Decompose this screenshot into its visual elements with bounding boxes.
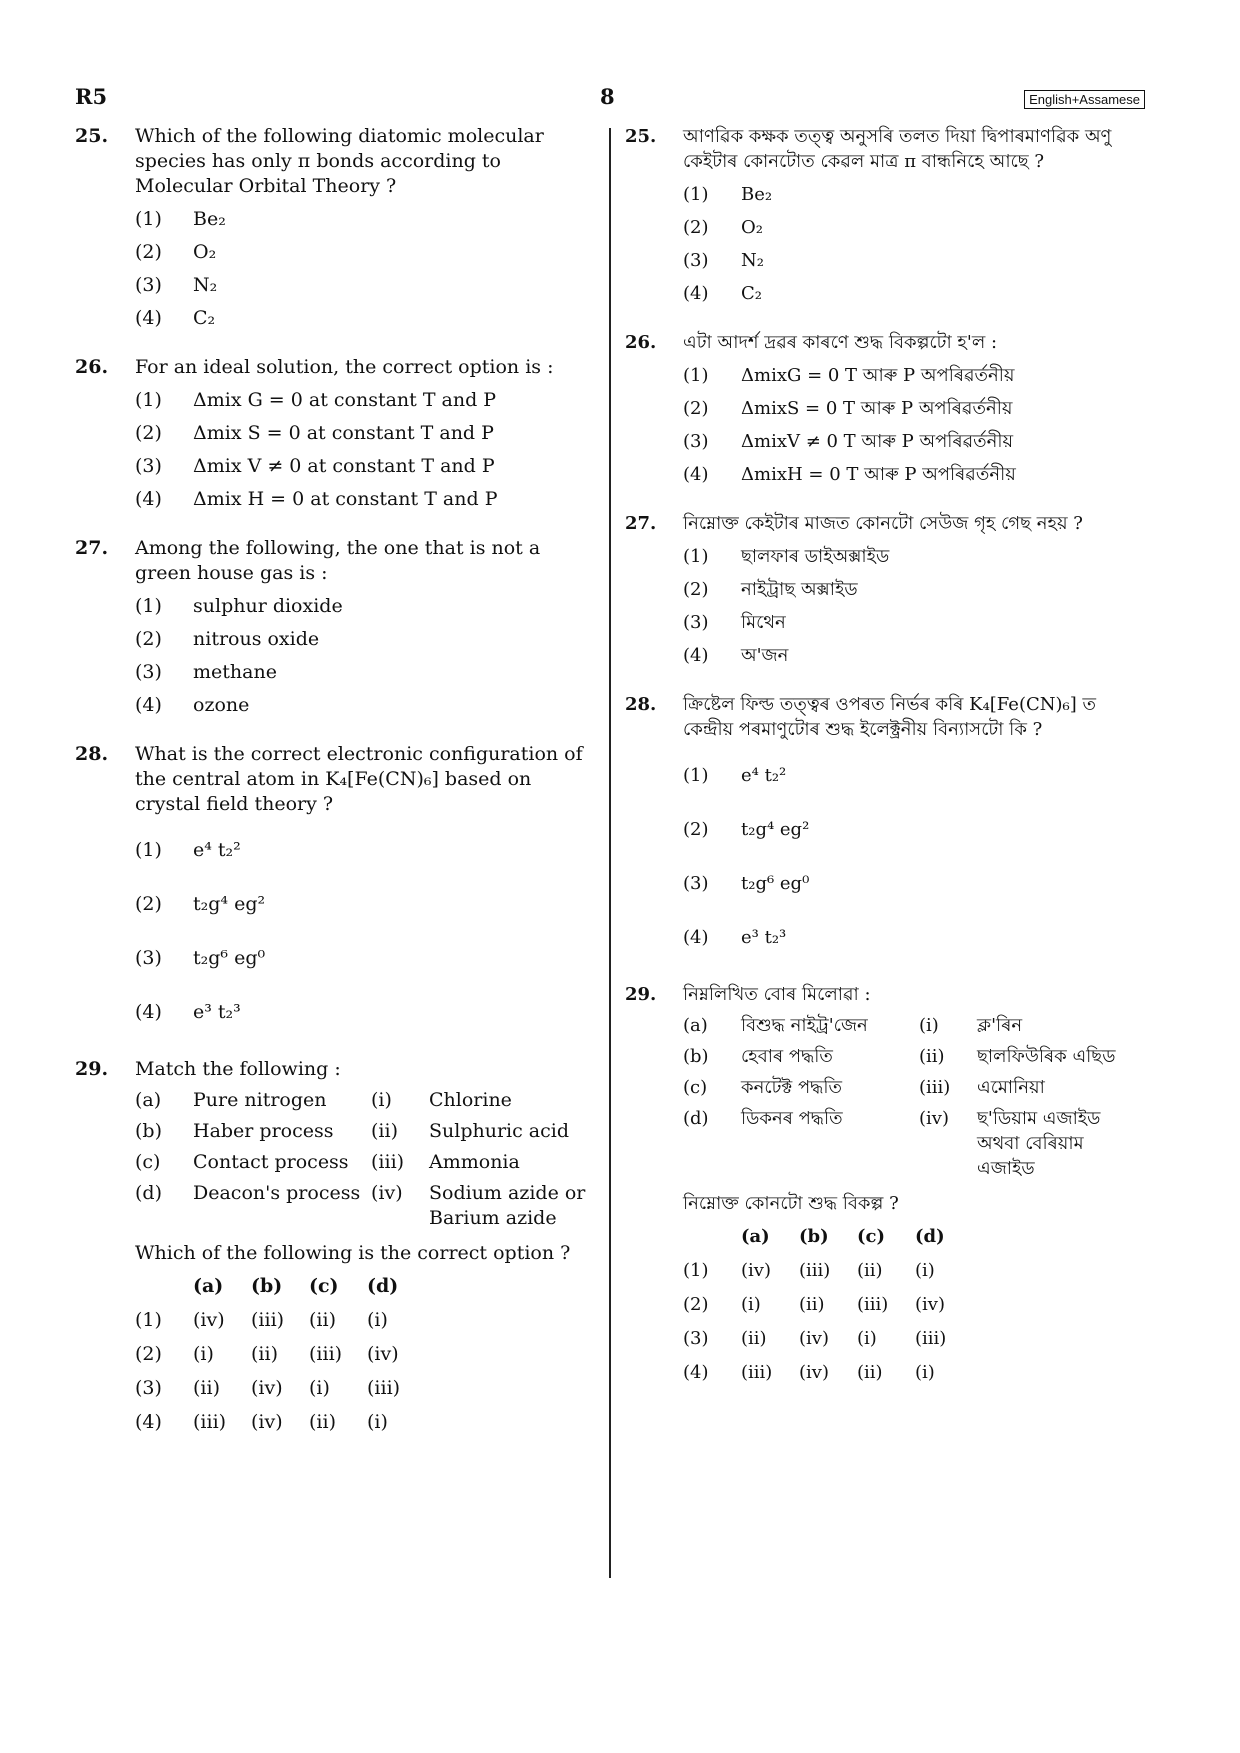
option-number: (2) [135, 628, 162, 650]
question-number: 25. [75, 125, 109, 147]
option-text: Be₂ [193, 208, 226, 230]
question-27 [75, 536, 593, 718]
grid-corner [683, 1224, 741, 1249]
match-right-item: ছালফিউৰিক এছিড [977, 1046, 1116, 1067]
question-text: Which of the following diatomic molecular species has only π bonds according to Molecular Orbital Theory ? [135, 125, 544, 197]
option [683, 182, 1145, 207]
grid-header: (a) [741, 1226, 770, 1247]
answer-cell: (iv) [251, 1411, 283, 1433]
question-text: What is the correct electronic configuration of the central atom in K₄[Fe(CN)₆] based on crystal field theory ? [135, 743, 583, 815]
answer-cell: (i) [309, 1377, 330, 1399]
option-number: (3) [135, 946, 162, 969]
grid-header: (c) [857, 1226, 885, 1247]
option-text: ΔmixV ≠ 0 T আৰু P অপৰিৱৰ্তনীয় [741, 431, 1014, 452]
option-number: (4) [135, 694, 162, 716]
option-text: ছালফাৰ ডাইঅক্সাইড [741, 546, 890, 567]
option [683, 363, 1145, 388]
question-25 [625, 124, 1145, 306]
option-text: মিথেন [741, 612, 786, 633]
option-number: (2) [683, 398, 709, 419]
option [135, 487, 593, 512]
match-left-label: (a) [683, 1015, 708, 1036]
grid-header: (a) [193, 1275, 224, 1297]
question-number: 27. [75, 537, 109, 559]
question-number: 26. [625, 332, 657, 353]
option-text: Δmix S = 0 at constant T and P [193, 422, 494, 444]
question-text: এটা আদৰ্শ দ্ৰৱৰ কাৰণে শুদ্ধ বিকল্পটো হ'ল : [683, 332, 998, 353]
option-text: nitrous oxide [193, 628, 320, 650]
question-number: 27. [625, 513, 657, 534]
option-text: নাইট্ৰাছ অক্সাইড [741, 579, 858, 600]
option [135, 883, 593, 925]
option [135, 421, 593, 446]
question-number: 29. [75, 1058, 109, 1080]
answer-cell: (iii) [857, 1294, 889, 1315]
option-number: (1) [683, 546, 709, 567]
answer-cell: (ii) [309, 1309, 336, 1331]
option-number: (4) [683, 283, 709, 304]
option-number: (1) [683, 184, 709, 205]
answer-cell: (iii) [741, 1362, 773, 1383]
match-left-label: (c) [135, 1151, 161, 1173]
option [683, 396, 1145, 421]
option-number: (3) [683, 250, 709, 271]
question-28 [625, 692, 1145, 958]
option-text: t₂g⁴ eg² [193, 892, 266, 915]
option-number: (1) [135, 595, 162, 617]
question-number: 26. [75, 356, 109, 378]
option [135, 207, 593, 232]
answer-cell: (iii) [799, 1260, 831, 1281]
paper-code: R5 [75, 84, 108, 109]
answer-cell: (iv) [367, 1343, 399, 1365]
option-text: e³ t₂³ [741, 926, 787, 948]
question-29 [625, 982, 1145, 1385]
option-text: ΔmixH = 0 T আৰু P অপৰিৱৰ্তনীয় [741, 464, 1016, 485]
option [135, 273, 593, 298]
option [683, 916, 1145, 958]
answer-cell: (ii) [741, 1328, 767, 1349]
match-row [135, 1150, 593, 1175]
question-27 [625, 511, 1145, 668]
option-number: (2) [135, 892, 162, 915]
answer-cell: (i) [193, 1343, 214, 1365]
match-left-label: (d) [683, 1108, 709, 1129]
match-row [135, 1181, 593, 1231]
option-text: t₂g⁶ eg⁰ [193, 946, 266, 969]
match-row [135, 1119, 593, 1144]
option [683, 215, 1145, 240]
match-right-label: (i) [371, 1089, 392, 1111]
answer-cell: (i) [367, 1411, 388, 1433]
match-right-item: Sodium azide or Barium azide [429, 1182, 586, 1229]
match-right-label: (iii) [371, 1151, 405, 1173]
option-number: (1) [135, 838, 162, 861]
option-text: Be₂ [741, 184, 773, 205]
question-text: নিম্নোক্ত কেইটাৰ মাজত কোনটো সেউজ গৃহ গেছ নহয় ? [683, 513, 1083, 534]
option-number: (2) [135, 422, 162, 444]
answer-cell: (iii) [367, 1377, 401, 1399]
option-number: (2) [135, 241, 162, 263]
answer-prompt: Which of the following is the correct option ? [135, 1242, 571, 1264]
column-divider [609, 128, 611, 1578]
option-number: (4) [135, 307, 162, 329]
match-left-item: ডিকনৰ পদ্ধতি [741, 1108, 843, 1129]
question-26 [625, 330, 1145, 487]
match-right-item: ক্ল'ৰিন [977, 1015, 1023, 1036]
option [683, 429, 1145, 454]
option-number: (4) [683, 645, 709, 666]
option [135, 306, 593, 331]
answer-cell: (ii) [193, 1377, 220, 1399]
option-text: ozone [193, 694, 250, 716]
option-text: ΔmixS = 0 T আৰু P অপৰিৱৰ্তনীয় [741, 398, 1013, 419]
match-row [683, 1075, 1145, 1100]
match-left-label: (c) [683, 1077, 708, 1098]
option [135, 388, 593, 413]
match-left-item: বিশুদ্ধ নাইট্ৰ'জেন [741, 1015, 868, 1036]
grid-header: (d) [915, 1226, 945, 1247]
english-column [75, 124, 593, 1459]
option-number: (2) [683, 217, 709, 238]
option-text: t₂g⁶ eg⁰ [741, 872, 810, 894]
answer-cell: (iii) [193, 1411, 227, 1433]
answer-cell: (iv) [799, 1328, 829, 1349]
match-left-item: কনটেক্ট পদ্ধতি [741, 1077, 843, 1098]
option-text: O₂ [193, 241, 217, 263]
match-row [683, 1013, 1145, 1038]
answer-cell: (iv) [741, 1260, 771, 1281]
option-number: (3) [135, 661, 162, 683]
match-right-label: (iv) [919, 1108, 949, 1129]
answer-cell: (ii) [251, 1343, 278, 1365]
assamese-column [625, 124, 1145, 1409]
answer-cell: (iv) [251, 1377, 283, 1399]
match-right-label: (ii) [919, 1046, 945, 1067]
answer-cell: (iii) [915, 1328, 947, 1349]
option [683, 462, 1145, 487]
answer-option-number: (3) [683, 1328, 709, 1349]
question-28 [75, 742, 593, 1033]
option-number: (1) [135, 208, 162, 230]
answer-grid [683, 1224, 1145, 1385]
option-number: (1) [683, 365, 709, 386]
grid-header: (b) [251, 1275, 283, 1297]
question-26 [75, 355, 593, 512]
option [683, 808, 1145, 850]
answer-cell: (iv) [915, 1294, 945, 1315]
question-number: 25. [625, 126, 657, 147]
question-text: ক্ৰিষ্টেল ফিল্ড তত্ত্বৰ ওপৰত নিৰ্ভৰ কৰি K₄[Fe(CN)₆] ত কেন্দ্ৰীয় পৰমাণুটোৰ শুদ্ধ ইলেক্ট্ৰনীয় বিন্যাসটো কি ? [683, 694, 1096, 740]
match-right-item: Ammonia [429, 1151, 520, 1173]
option-text: methane [193, 661, 277, 683]
answer-option-number: (1) [135, 1309, 162, 1331]
option [135, 829, 593, 871]
option-text: e⁴ t₂² [741, 764, 787, 786]
option-text: C₂ [741, 283, 762, 304]
answer-option-number: (2) [135, 1343, 162, 1365]
option-text: O₂ [741, 217, 763, 238]
option-text: Δmix H = 0 at constant T and P [193, 488, 498, 510]
answer-cell: (ii) [857, 1260, 883, 1281]
match-left-item: হেবাৰ পদ্ধতি [741, 1046, 833, 1067]
answer-cell: (i) [857, 1328, 877, 1349]
match-left-label: (d) [135, 1182, 162, 1204]
option-number: (4) [683, 926, 709, 948]
question-text: নিম্নলিখিত বোৰ মিলোৱা : [683, 984, 871, 1005]
option [135, 454, 593, 479]
match-left-item: Haber process [193, 1120, 334, 1142]
answer-option-number: (4) [135, 1411, 162, 1433]
match-right-label: (ii) [371, 1120, 398, 1142]
answer-cell: (i) [741, 1294, 761, 1315]
answer-option-number: (3) [135, 1377, 162, 1399]
match-right-item: Sulphuric acid [429, 1120, 570, 1142]
option-text: t₂g⁴ eg² [741, 818, 810, 840]
answer-option-number: (2) [683, 1294, 709, 1315]
answer-cell: (iv) [193, 1309, 225, 1331]
match-right-label: (iv) [371, 1182, 403, 1204]
option [135, 240, 593, 265]
option-number: (1) [135, 389, 162, 411]
option [683, 544, 1145, 569]
language-badge: English+Assamese [1024, 90, 1145, 109]
match-left-item: Contact process [193, 1151, 349, 1173]
option [135, 627, 593, 652]
option-number: (3) [683, 612, 709, 633]
option-number: (4) [135, 488, 162, 510]
match-left-label: (b) [135, 1120, 162, 1142]
option [135, 693, 593, 718]
answer-cell: (ii) [799, 1294, 825, 1315]
option [135, 660, 593, 685]
page-number: 8 [600, 84, 615, 109]
answer-cell: (i) [367, 1309, 388, 1331]
option-number: (3) [135, 455, 162, 477]
option [683, 248, 1145, 273]
option [135, 991, 593, 1033]
option-text: C₂ [193, 307, 216, 329]
answer-cell: (i) [915, 1260, 935, 1281]
match-row [683, 1044, 1145, 1069]
answer-cell: (i) [915, 1362, 935, 1383]
option-text: N₂ [741, 250, 764, 271]
option-number: (4) [135, 1000, 162, 1023]
grid-header: (d) [367, 1275, 399, 1297]
option-number: (2) [683, 579, 709, 600]
question-text: Match the following : [135, 1058, 341, 1080]
match-right-item: ছ'ডিয়াম এজাইড অথবা বেৰিয়াম এজাইড [977, 1108, 1101, 1179]
option [683, 643, 1145, 668]
grid-corner [135, 1274, 193, 1299]
option [135, 937, 593, 979]
option [683, 754, 1145, 796]
match-right-label: (i) [919, 1015, 939, 1036]
option-text: N₂ [193, 274, 218, 296]
option-text: e⁴ t₂² [193, 838, 241, 861]
answer-cell: (iii) [251, 1309, 285, 1331]
match-left-label: (b) [683, 1046, 709, 1067]
option-text: sulphur dioxide [193, 595, 343, 617]
question-text: Among the following, the one that is not a green house gas is : [135, 537, 541, 584]
option-number: (4) [683, 464, 709, 485]
option [683, 577, 1145, 602]
question-29 [75, 1057, 593, 1435]
answer-cell: (ii) [309, 1411, 336, 1433]
option-number: (3) [683, 872, 709, 894]
match-left-item: Deacon's process [193, 1182, 361, 1204]
question-text: For an ideal solution, the correct option is : [135, 356, 554, 378]
option-number: (3) [683, 431, 709, 452]
match-row [683, 1106, 1145, 1181]
answer-cell: (iv) [799, 1362, 829, 1383]
answer-cell: (ii) [857, 1362, 883, 1383]
grid-header: (c) [309, 1275, 339, 1297]
option [683, 862, 1145, 904]
match-right-item: Chlorine [429, 1089, 512, 1111]
option [135, 594, 593, 619]
option-number: (3) [135, 274, 162, 296]
grid-header: (b) [799, 1226, 829, 1247]
match-right-label: (iii) [919, 1077, 951, 1098]
match-left-item: Pure nitrogen [193, 1089, 327, 1111]
option-number: (1) [683, 764, 709, 786]
match-row [135, 1088, 593, 1113]
question-number: 28. [625, 694, 657, 715]
question-25 [75, 124, 593, 331]
answer-grid [135, 1274, 593, 1435]
answer-option-number: (4) [683, 1362, 709, 1383]
option-text: Δmix V ≠ 0 at constant T and P [193, 455, 495, 477]
option-text: অ'জন [741, 645, 789, 666]
option-text: ΔmixG = 0 T আৰু P অপৰিৱৰ্তনীয় [741, 365, 1015, 386]
page-header [75, 84, 1145, 114]
question-text: আণৱিক কক্ষক তত্ত্ব অনুসৰি তলত দিয়া দ্বিপাৰমাণৱিক অণু কেইটাৰ কোনটোত কেৱল মাত্ৰ π বান্ধনিহে আছে ? [683, 126, 1112, 172]
question-number: 29. [625, 984, 657, 1005]
answer-prompt: নিম্নোক্ত কোনটো শুদ্ধ বিকল্প ? [683, 1193, 899, 1214]
option-text: Δmix G = 0 at constant T and P [193, 389, 497, 411]
question-number: 28. [75, 743, 109, 765]
option-number: (2) [683, 818, 709, 840]
option [683, 281, 1145, 306]
match-left-label: (a) [135, 1089, 162, 1111]
answer-option-number: (1) [683, 1260, 709, 1281]
match-right-item: এমোনিয়া [977, 1077, 1045, 1098]
option [683, 610, 1145, 635]
answer-cell: (iii) [309, 1343, 343, 1365]
option-text: e³ t₂³ [193, 1000, 241, 1023]
